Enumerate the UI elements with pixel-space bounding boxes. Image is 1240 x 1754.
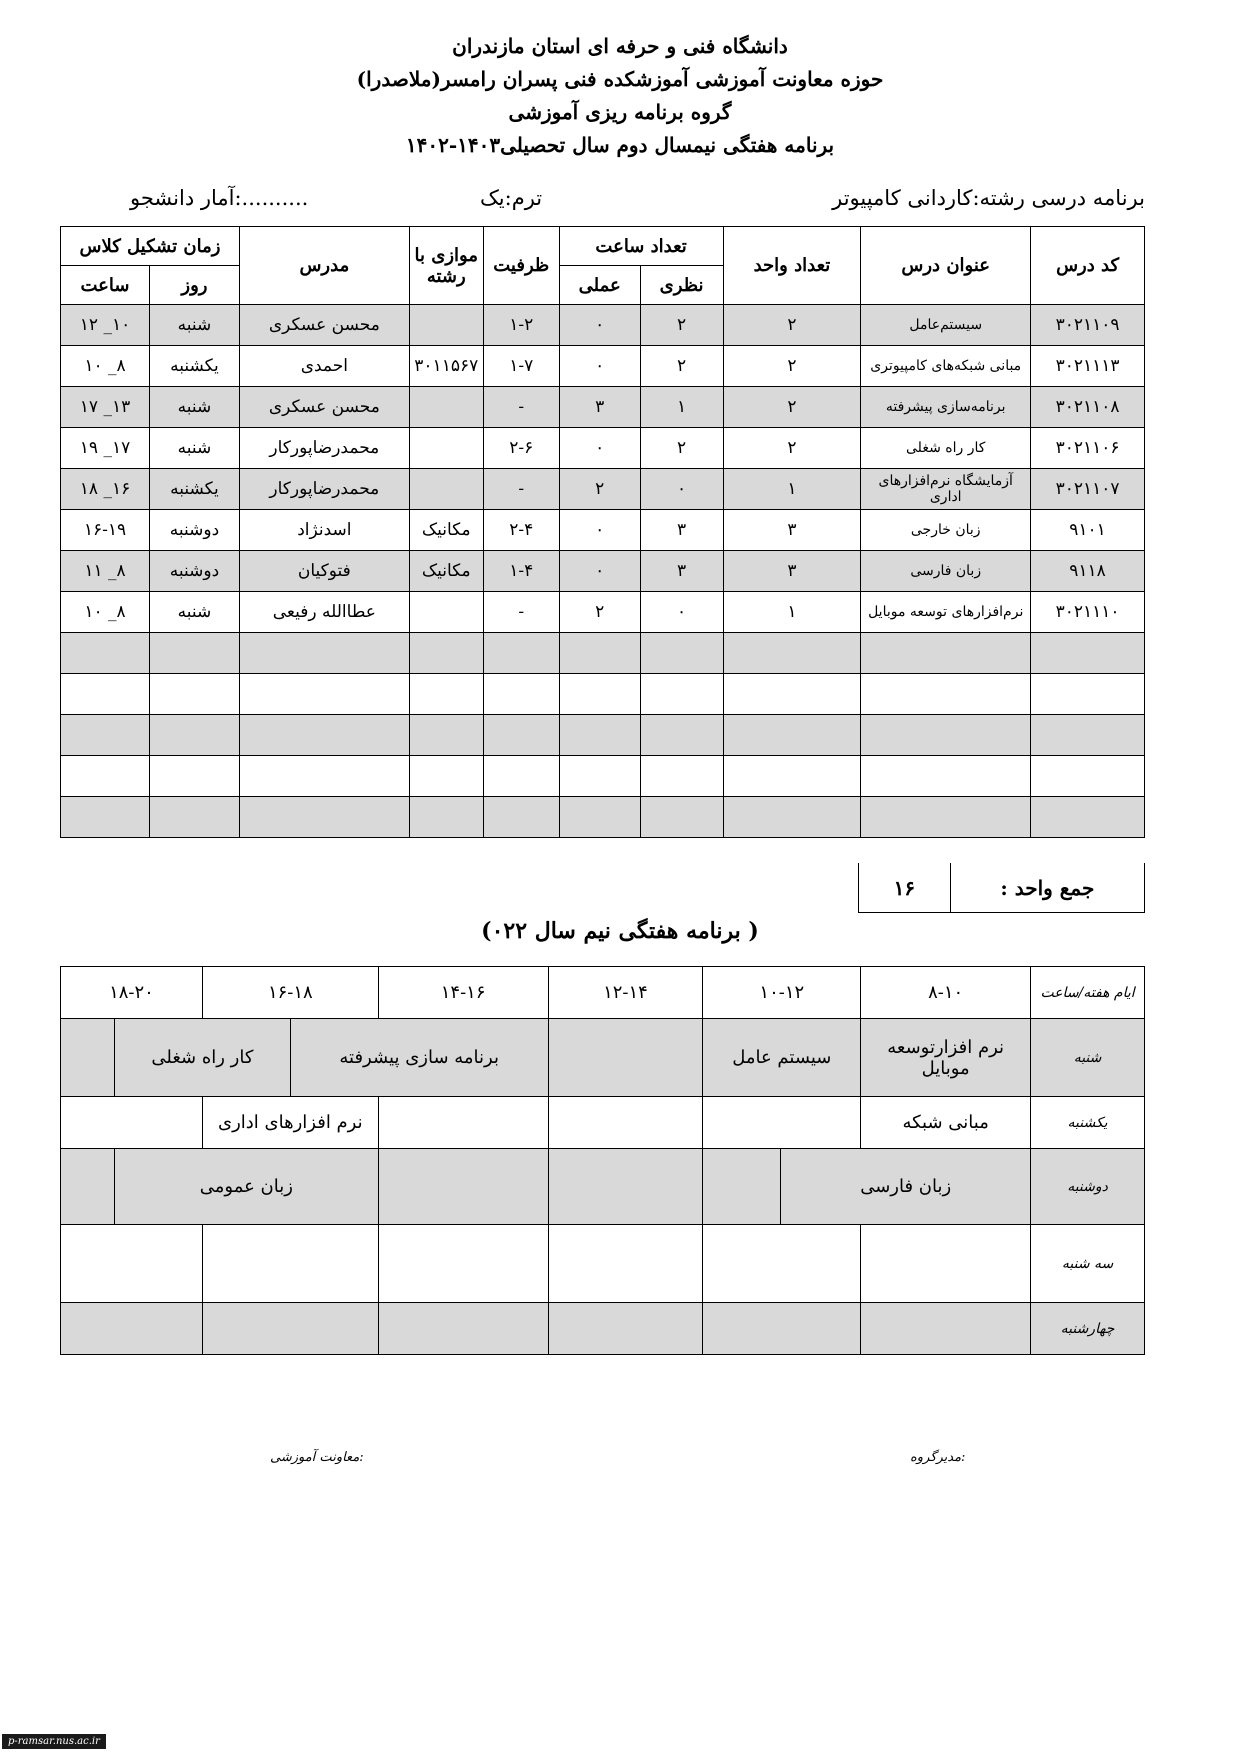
schedule-cell: کار راه شغلی: [115, 1019, 291, 1097]
cell-hour: ۸_ ۱۰: [61, 346, 150, 387]
cell-theory: ۰: [640, 469, 723, 510]
group-name: گروه برنامه ریزی آموزشی: [508, 100, 732, 124]
cell-theory: ۲: [640, 346, 723, 387]
schedule-cell-empty: [61, 1019, 115, 1097]
cell-practical: ۰: [559, 346, 640, 387]
schedule-cell: زبان فارسی: [781, 1149, 1031, 1225]
table-row: [61, 510, 1145, 551]
schedule-cell: نرم افزارتوسعه موبایل: [861, 1019, 1031, 1097]
cell-units: ۱: [723, 592, 861, 633]
cell-hour: ۱۶-۱۹: [61, 510, 150, 551]
schedule-cell-empty: [703, 1149, 781, 1225]
cell-code: ۳۰۲۱۱۱۰: [1031, 592, 1145, 633]
table-row: [61, 346, 1145, 387]
header-units: تعداد واحد: [723, 227, 861, 305]
schedule-cell-empty: [703, 1097, 861, 1149]
cell-capacity: -: [483, 592, 559, 633]
table-row: [61, 592, 1145, 633]
cell-practical: ۰: [559, 428, 640, 469]
day-label: چهارشنبه: [1031, 1303, 1145, 1355]
cell-day: شنبه: [150, 592, 240, 633]
cell-title: برنامه‌سازی پیشرفته: [861, 387, 1031, 428]
schedule-cell-empty: [378, 1303, 548, 1355]
cell-parallel: [409, 305, 483, 346]
schedule-cell-empty: [61, 1097, 203, 1149]
cell-capacity: ۲-۶: [483, 428, 559, 469]
schedule-cell: مبانی شبکه: [861, 1097, 1031, 1149]
cell-hour: ۱۷_ ۱۹: [61, 428, 150, 469]
term-label: ترم:یک: [480, 186, 543, 210]
schedule-cell: برنامه سازی پیشرفته: [290, 1019, 548, 1097]
cell-theory: ۳: [640, 551, 723, 592]
cell-day: شنبه: [150, 305, 240, 346]
cell-instructor: محسن عسکری: [239, 387, 409, 428]
cell-capacity: ۱-۲: [483, 305, 559, 346]
cell-practical: ۰: [559, 551, 640, 592]
schedule-cell-empty: [202, 1225, 378, 1303]
slot-header: ۱۰-۱۲: [703, 967, 861, 1019]
cell-parallel: [409, 428, 483, 469]
weekly-schedule-table: [60, 966, 1145, 1355]
empty-row: [61, 797, 1145, 838]
schedule-cell-empty: [703, 1225, 861, 1303]
cell-units: ۲: [723, 387, 861, 428]
schedule-cell: سیستم عامل: [703, 1019, 861, 1097]
schedule-cell-empty: [378, 1225, 548, 1303]
total-units-label: جمع واحد :: [950, 863, 1144, 912]
cell-parallel: [409, 592, 483, 633]
header-hour: ساعت: [61, 266, 150, 305]
cell-units: ۳: [723, 510, 861, 551]
course-table: [60, 226, 1145, 838]
day-row-sunday: [61, 1097, 1145, 1149]
schedule-cell-empty: [548, 1097, 703, 1149]
cell-day: یکشنبه: [150, 346, 240, 387]
cell-parallel: [409, 387, 483, 428]
total-units-box: [858, 863, 1145, 913]
document-header: [0, 30, 1240, 162]
cell-hour: ۱۶_ ۱۸: [61, 469, 150, 510]
site-watermark: p-ramsar.nus.ac.ir: [2, 1734, 106, 1749]
header-capacity: ظرفیت: [483, 227, 559, 305]
empty-row: [61, 715, 1145, 756]
empty-row: [61, 633, 1145, 674]
cell-practical: ۰: [559, 305, 640, 346]
cell-code: ۹۱۰۱: [1031, 510, 1145, 551]
table-row: [61, 551, 1145, 592]
cell-instructor: احمدی: [239, 346, 409, 387]
day-label: شنبه: [1031, 1019, 1145, 1097]
cell-code: ۳۰۲۱۱۰۹: [1031, 305, 1145, 346]
day-row-wednesday: [61, 1303, 1145, 1355]
empty-row: [61, 756, 1145, 797]
total-units-value: ۱۶: [893, 875, 916, 900]
schedule-cell-empty: [548, 1149, 703, 1225]
slot-header: ۱۸-۲۰: [61, 967, 203, 1019]
cell-practical: ۳: [559, 387, 640, 428]
cell-hour: ۱۳_ ۱۷: [61, 387, 150, 428]
slot-header: ۱۲-۱۴: [548, 967, 703, 1019]
schedule-cell-empty: [548, 1225, 703, 1303]
cell-title: کار راه شغلی: [861, 428, 1031, 469]
day-row-saturday: [61, 1019, 1145, 1097]
cell-instructor: محسن عسکری: [239, 305, 409, 346]
cell-theory: ۳: [640, 510, 723, 551]
schedule-cell-empty: [61, 1149, 115, 1225]
cell-day: یکشنبه: [150, 469, 240, 510]
university-name: دانشگاه فنی و حرفه ای استان مازندران: [452, 34, 788, 58]
cell-instructor: عطاالله رفیعی: [239, 592, 409, 633]
cell-instructor: اسدنژاد: [239, 510, 409, 551]
cell-title: زبان فارسی: [861, 551, 1031, 592]
schedule-cell-empty: [703, 1303, 861, 1355]
cell-units: ۲: [723, 305, 861, 346]
cell-units: ۱: [723, 469, 861, 510]
program-label: برنامه درسی رشته:کاردانی کامپیوتر: [832, 186, 1145, 210]
empty-row: [61, 674, 1145, 715]
deputy-signature-label: معاونت آموزشی:: [270, 1450, 364, 1465]
cell-code: ۳۰۲۱۱۱۳: [1031, 346, 1145, 387]
cell-title: سیستم‌عامل: [861, 305, 1031, 346]
table-row: [61, 469, 1145, 510]
weekly-schedule-title: (برنامه هفتگی نیم سال ۰۲۲ ): [481, 918, 759, 944]
students-label: آمار دانشجو:..........: [130, 186, 309, 210]
table-row: [61, 305, 1145, 346]
header-title: عنوان درس: [861, 227, 1031, 305]
schedule-cell-empty: [61, 1225, 203, 1303]
cell-instructor: فتوکیان: [239, 551, 409, 592]
cell-hour: ۱۰_ ۱۲: [61, 305, 150, 346]
day-label: یکشنبه: [1031, 1097, 1145, 1149]
schedule-cell-empty: [378, 1097, 548, 1149]
cell-day: شنبه: [150, 387, 240, 428]
cell-theory: ۲: [640, 305, 723, 346]
cell-title: زبان خارجی: [861, 510, 1031, 551]
cell-code: ۹۱۱۸: [1031, 551, 1145, 592]
header-practical: عملی: [559, 266, 640, 305]
header-instructor: مدرس: [239, 227, 409, 305]
header-day: روز: [150, 266, 240, 305]
cell-day: دوشنبه: [150, 510, 240, 551]
cell-code: ۳۰۲۱۱۰۷: [1031, 469, 1145, 510]
schedule-title: برنامه هفتگی نیمسال دوم سال تحصیلی۱۴۰۳-۱۴۰۲: [405, 133, 835, 157]
faculty-name: حوزه معاونت آموزشی آموزشکده فنی پسران رامسر(ملاصدرا): [356, 67, 884, 91]
cell-hour: ۸_ ۱۰: [61, 592, 150, 633]
cell-instructor: محمدرضاپورکار: [239, 428, 409, 469]
corner-label: ایام هفته/ساعت: [1031, 967, 1145, 1019]
cell-capacity: -: [483, 469, 559, 510]
cell-practical: ۰: [559, 510, 640, 551]
cell-units: ۲: [723, 428, 861, 469]
cell-hour: ۸_ ۱۱: [61, 551, 150, 592]
day-label: سه شنبه: [1031, 1225, 1145, 1303]
header-theory: نظری: [640, 266, 723, 305]
cell-units: ۳: [723, 551, 861, 592]
dept-head-signature-label: مدیرگروه:: [910, 1450, 966, 1465]
schedule-cell-empty: [861, 1225, 1031, 1303]
header-time: زمان تشکیل کلاس: [61, 227, 240, 266]
cell-code: ۳۰۲۱۱۰۸: [1031, 387, 1145, 428]
meta-line: [60, 186, 1145, 220]
slot-header: ۱۴-۱۶: [378, 967, 548, 1019]
cell-parallel: ۳۰۱۱۵۶۷: [409, 346, 483, 387]
cell-parallel: [409, 469, 483, 510]
cell-instructor: محمدرضاپورکار: [239, 469, 409, 510]
cell-code: ۳۰۲۱۱۰۶: [1031, 428, 1145, 469]
cell-title: آزمایشگاه نرم‌افزارهای اداری: [861, 469, 1031, 510]
slot-header: ۱۶-۱۸: [202, 967, 378, 1019]
table-row: [61, 428, 1145, 469]
schedule-cell-empty: [861, 1303, 1031, 1355]
cell-parallel: مکانیک: [409, 551, 483, 592]
cell-theory: ۱: [640, 387, 723, 428]
schedule-cell-empty: [61, 1303, 203, 1355]
cell-practical: ۲: [559, 469, 640, 510]
table-row: [61, 387, 1145, 428]
cell-theory: ۰: [640, 592, 723, 633]
cell-parallel: مکانیک: [409, 510, 483, 551]
cell-title: نرم‌افزارهای توسعه موبایل: [861, 592, 1031, 633]
header-hours: تعداد ساعت: [559, 227, 723, 266]
day-row-tuesday: [61, 1225, 1145, 1303]
cell-day: دوشنبه: [150, 551, 240, 592]
schedule-cell-empty: [548, 1019, 703, 1097]
schedule-cell-empty: [378, 1149, 548, 1225]
schedule-cell: نرم افزارهای اداری: [202, 1097, 378, 1149]
slot-header: ۸-۱۰: [861, 967, 1031, 1019]
day-row-monday: [61, 1149, 1145, 1225]
cell-capacity: ۲-۴: [483, 510, 559, 551]
cell-capacity: ۱-۴: [483, 551, 559, 592]
header-parallel: موازی با رشته: [409, 227, 483, 305]
cell-theory: ۲: [640, 428, 723, 469]
schedule-cell: زبان عمومی: [115, 1149, 379, 1225]
cell-practical: ۲: [559, 592, 640, 633]
schedule-cell-empty: [548, 1303, 703, 1355]
day-label: دوشنبه: [1031, 1149, 1145, 1225]
cell-capacity: ۱-۷: [483, 346, 559, 387]
cell-capacity: -: [483, 387, 559, 428]
header-code: کد درس: [1031, 227, 1145, 305]
cell-title: مبانی شبکه‌های کامپیوتری: [861, 346, 1031, 387]
cell-units: ۲: [723, 346, 861, 387]
cell-day: شنبه: [150, 428, 240, 469]
schedule-cell-empty: [202, 1303, 378, 1355]
